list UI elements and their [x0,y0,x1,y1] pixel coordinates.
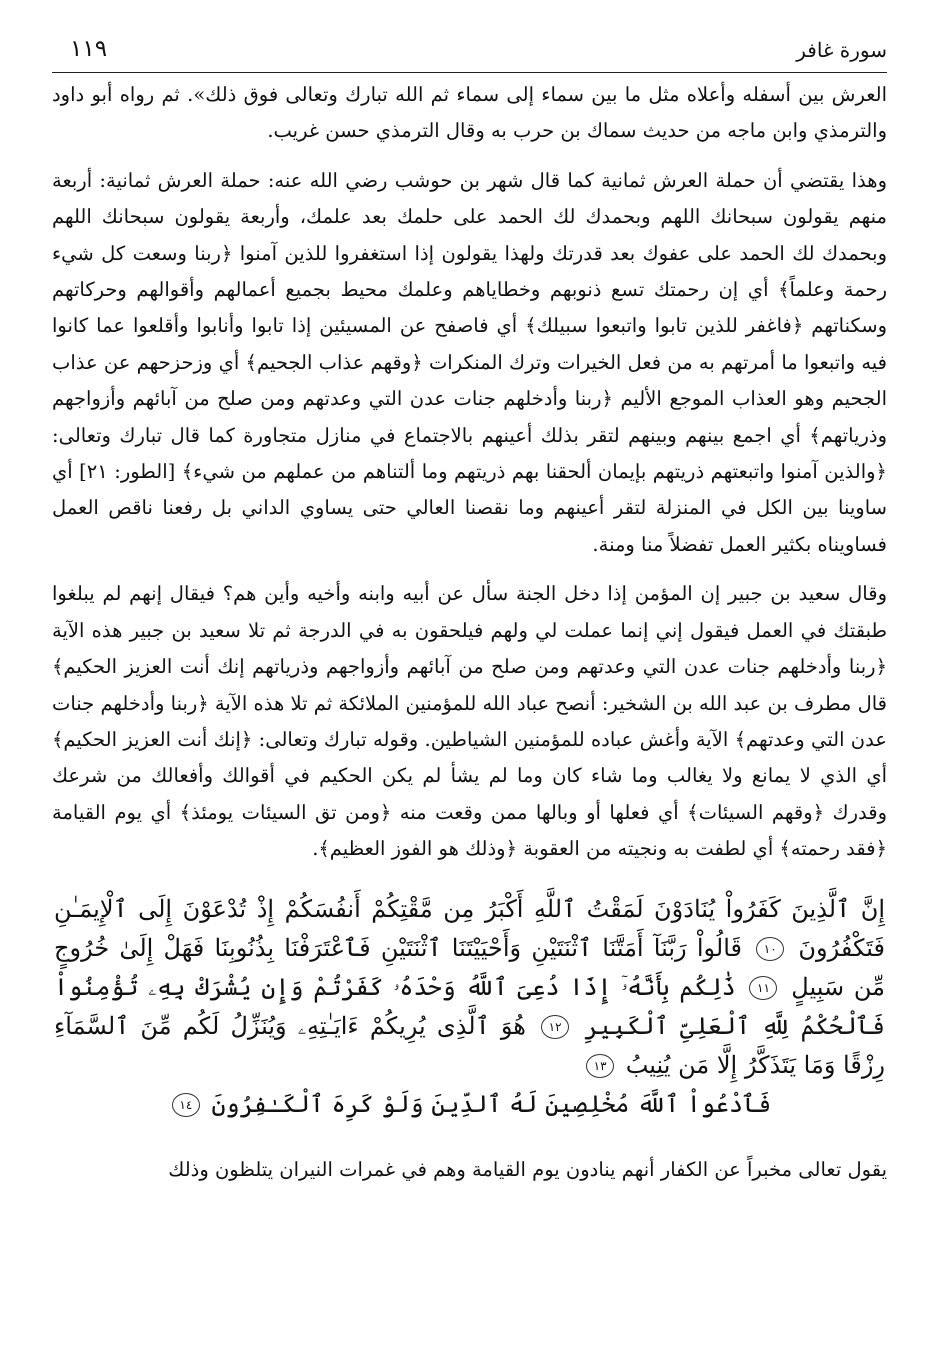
verse-number-10: ١٠ [756,937,784,961]
verse-14: فَٱدْعُواْ ٱللَّهَ مُخْلِصِينَ لَهُ ٱلدِّينَ وَلَوْ كَرِهَ ٱلْكَـٰفِرُونَ [211,1089,772,1118]
page-header [52,34,887,72]
surah-title: سورة غافر [796,38,887,62]
verse-number-14: ١٤ [172,1093,200,1117]
verse-number-12: ١٢ [541,1015,569,1039]
verse-10: إِنَّ ٱلَّذِينَ كَفَرُواْ يُنَادَوْنَ لَمَقْتُ ٱللَّهِ أَكْبَرُ مِن مَّقْتِكُمْ أَنفُسَكُمْ إِذْ تُدْعَوْنَ إِلَى ٱلْإِيمَـٰنِ فَتَكْفُرُونَ [54,894,885,962]
verse-12: ذَٰلِكُم بِأَنَّهُۥٓ إِذَا دُعِىَ ٱللَّهُ وَحْدَهُۥ كَفَرْتُمْ وَإِن يُشْرَكْ بِهِۦ تُؤْمِنُواْ فَٱلْحُكْمُ لِلَّهِ ٱلْعَلِىِّ ٱلْكَبِيرِ [54,972,885,1040]
paragraph-1: العرش بين أسفله وأعلاه مثل ما بين سماء إلى سماء ثم الله تبارك وتعالى فوق ذلك». ثم رواه أبو داود والترمذي وابن ماجه من حديث سماك بن حرب به وقال الترمذي حسن غريب. [52,83,887,143]
verse-14-line [54,1085,885,1124]
verse-13: هُوَ ٱلَّذِى يُرِيكُمْ ءَايَـٰتِهِۦ وَيُنَزِّلُ لَكُم مِّنَ ٱلسَّمَآءِ رِزْقًا وَمَا يَتَذَكَّرُ إِلَّا مَن يُنِيبُ [54,1011,885,1079]
quran-verses [52,890,887,1124]
verse-11: قَالُواْ رَبَّنَآ أَمَتَّنَا ٱثْنَتَيْنِ وَأَحْيَيْتَنَا ٱثْنَتَيْنِ فَٱعْتَرَفْنَا بِذُنُوبِنَا فَهَلْ إِلَىٰ خُرُوجٍ مِّن سَبِيلٍ [54,933,885,1001]
paragraph-3: وقال سعيد بن جبير إن المؤمن إذا دخل الجنة سأل عن أبيه وابنه وأخيه وأين هم؟ فيقال إنهم لم يبلغوا طبقتك في العمل فيقول إني إنما عملت لي ولهم فيلحقون به في الدرجة ثم تلا سعيد بن جبير هذه الآية ﴿ربنا وأدخلهم جنات عدن التي وعدتهم ومن صلح من آبائهم وأزواجهم وذرياتهم إنك أنت العزيز الحكيم﴾ قال مطرف بن عبد الله بن الشخير: أنصح عباد الله للمؤمنين الملائكة ثم تلا هذه الآية ﴿ربنا وأدخلهم جنات عدن التي وعدتهم﴾ الآية وأغش عباده للمؤمنين الشياطين. وقوله تبارك وتعالى: ﴿إنك أنت العزيز الحكيم﴾ أي الذي لا يمانع ولا يغالب وما شاء كان وما لم يشأ لم يكن الحكيم في أقوالك وأفعالك من شرعك وقدرك ﴿وقهم السيئات﴾ أي فعلها أو وبالها ممن وقعت منه ﴿ومن تق السيئات يومئذ﴾ أي يوم القيامة ﴿فقد رحمته﴾ أي لطفت به ونجيته من العقوبة ﴿وذلك هو الفوز العظيم﴾. [52,582,887,861]
paragraph-2: وهذا يقتضي أن حملة العرش ثمانية كما قال شهر بن حوشب رضي الله عنه: حملة العرش ثمانية: أربعة منهم يقولون سبحانك اللهم وبحمدك لك الحمد على حلمك بعد علمك، وأربعة يقولون سبحانك اللهم وبحمدك لك الحمد على عفوك بعد قدرتك ولهذا يقولون إذا استغفروا للذين آمنوا ﴿ربنا وسعت كل شيء رحمة وعلماً﴾ أي إن رحمتك تسع ذنوبهم وخطاياهم وعلمك محيط بجميع أعمالهم وأقوالهم وحركاتهم وسكناتهم ﴿فاغفر للذين تابوا واتبعوا سبيلك﴾ أي فاصفح عن المسيئين إذا تابوا وأنابوا وأقلعوا عما كانوا فيه واتبعوا ما أمرتهم به من فعل الخيرات وترك المنكرات ﴿وقهم عذاب الجحيم﴾ أي وزحزحهم عن عذاب الجحيم وهو العذاب الموجع الأليم ﴿ربنا وأدخلهم جنات عدن التي وعدتهم ومن صلح من آبائهم وأزواجهم وذرياتهم﴾ أي اجمع بينهم وبينهم لتقر بذلك أعينهم بالاجتماع في منازل متجاورة كما قال تبارك وتعالى: ﴿والذين آمنوا واتبعتهم ذريتهم بإيمان ألحقنا بهم ذريتهم وما ألتناهم من عملهم من شيء﴾ [الطور: ٢١] أي ساوينا بين الكل في المنزلة لتقر أعينهم وما نقصنا العالي حتى يساوي الداني بل رفعنا ناقص العمل فساويناه بكثير العمل تفضلاً منا ومنة. [52,168,887,556]
verse-number-11: ١١ [749,976,777,1000]
closing-line: يقول تعالى مخبراً عن الكفار أنهم ينادون يوم القيامة وهم في غمرات النيران يتلظون وذلك [168,1157,887,1181]
verse-number-13: ١٣ [586,1054,614,1078]
commentary-text [52,77,887,868]
header-divider [52,72,887,73]
page-number: ١١٩ [70,36,108,62]
